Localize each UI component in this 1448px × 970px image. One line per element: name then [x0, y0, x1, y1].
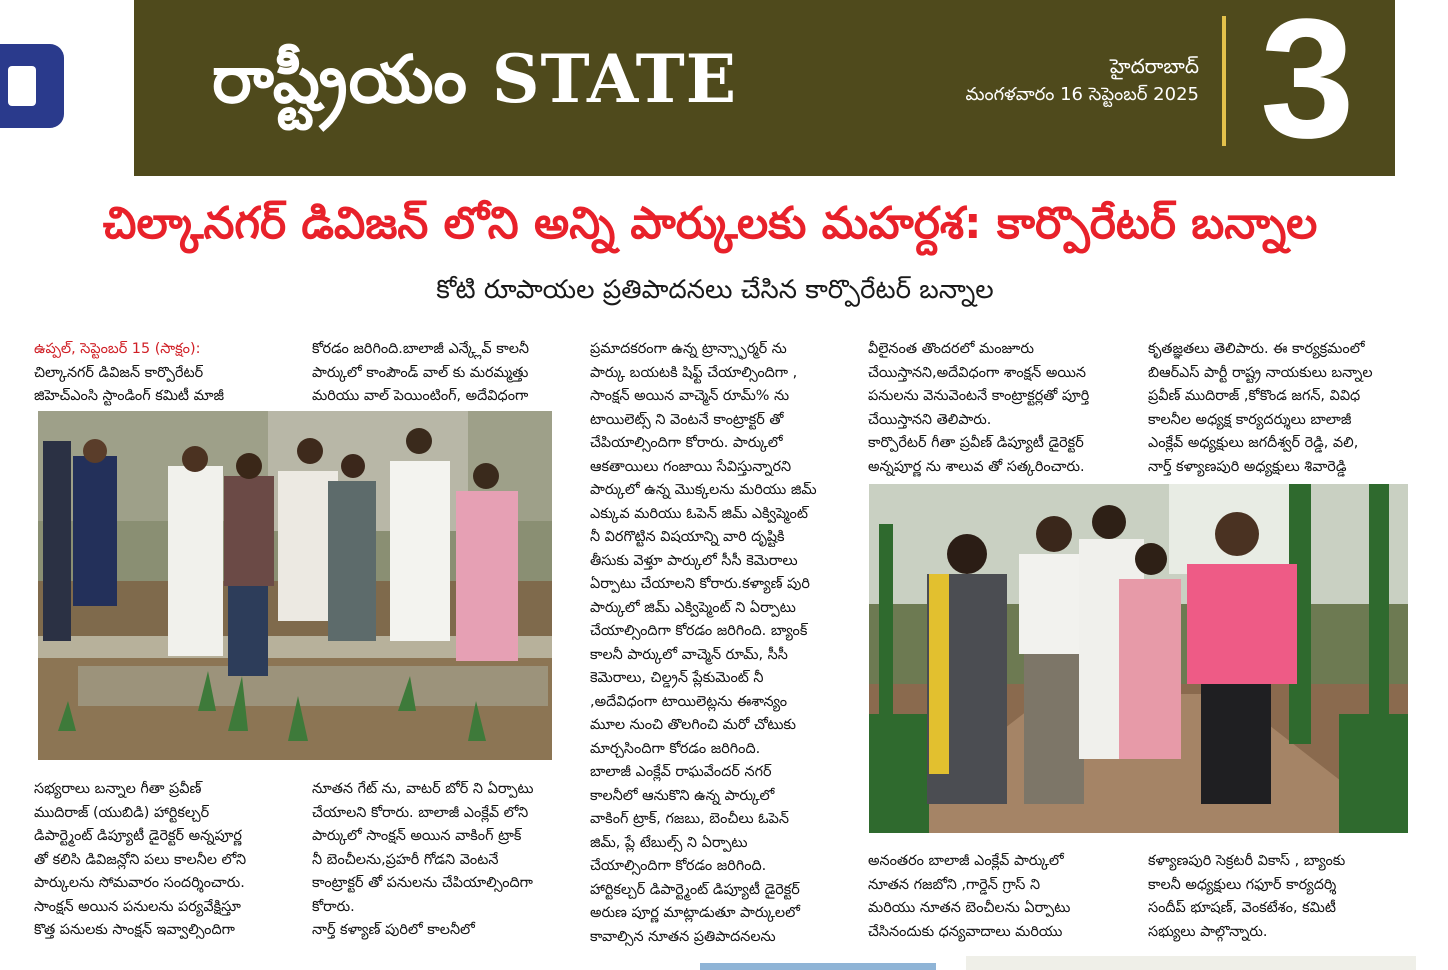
masthead-city: హైదరాబాద్: [1109, 54, 1199, 78]
text-line: పార్కులను సోమవారం సందర్శించారు.: [34, 875, 245, 891]
text-line: చేయిస్తానని తెలిపారు.: [868, 411, 992, 428]
column-3: [590, 338, 852, 949]
text-line: సాంక్షన్ అయిన పనులను పర్యవేక్షిస్తూ: [34, 898, 241, 915]
text-line: సభ్యులు పాల్గొన్నారు.: [1148, 923, 1268, 940]
text-line: మార్చసిందిగా కోరడం జరిగింది.: [590, 740, 761, 757]
column-1-top: [34, 338, 296, 409]
text-line: వీలైనంత తొందరలో మంజూరు: [868, 341, 1034, 357]
text-line: పార్కులో జిమ్ ఎక్విప్మెంట్ ని ఏర్పాటు: [590, 599, 796, 616]
column-5-top: [1148, 338, 1414, 479]
text-line: ముదిరాజ్ (యుబిడి) హార్టికల్చర్: [34, 804, 210, 821]
text-line: ఏర్పాటు చేయాలని కోరారు.కళ్యాణ్ పురి: [590, 576, 810, 592]
text-line: జిహెచ్ఎంసి స్టాండింగ్ కమిటీ మాజీ: [34, 388, 224, 404]
text-line: పార్కు బయటకి షిఫ్ట్ చేయాల్సిందిగా ,: [590, 364, 798, 381]
text-line: ప్రవీణ్ ముదిరాజ్ ,కోకొండ జగన్, వివిధ: [1148, 388, 1361, 404]
next-article-box-edge: [966, 956, 1416, 970]
column-4-top: [868, 338, 1134, 479]
article-subheadline: కోటి రూపాయల ప్రతిపాదనలు చేసిన కార్పొరేటర్ బన్నాల: [436, 275, 994, 305]
text-line: చిల్కానగర్ డివిజన్ కార్పొరేటర్: [34, 364, 204, 381]
text-line: కార్పొరేటర్ గీతా ప్రవీణ్ డిప్యూటీ డైరెక్టర్: [868, 435, 1084, 451]
text-line: చేయాల్సిందిగా కోరడం జరిగింది.: [590, 858, 767, 874]
section-title: రాష్ట్రీయం STATE: [212, 40, 738, 118]
text-line: చేయాల్సిందిగా కోరడం జరిగింది. బ్యాంక్: [590, 623, 808, 639]
text-line: ప్రమాదకరంగా ఉన్న ట్రాన్స్ఫార్మర్ ను: [590, 341, 787, 357]
masthead-divider: [1222, 16, 1226, 146]
column-5-bottom: [1148, 850, 1414, 944]
text-line: కొత్త పనులకు సాంక్షన్ ఇవ్వాల్సిందిగా: [34, 922, 235, 938]
text-line: చేపియాల్సిందిగా కోరారు. పార్కులో: [590, 435, 783, 451]
text-line: సాంక్షన్ అయిన వాచ్మెన్ రూమ్% ను: [590, 388, 790, 404]
text-line: కాంట్రాక్టర్ తో పనులను చేపియాల్సిందిగా: [312, 875, 533, 891]
text-line: సభ్యరాలు బన్నాల గీతా ప్రవీణ్: [34, 781, 202, 797]
text-line: అన్నపూర్ణ ను శాలువ తో సత్కరించారు.: [868, 458, 1085, 475]
text-line: పార్కులో సాంక్షన్ అయిన వాకింగ్ ట్రాక్: [312, 828, 522, 844]
text-line: డిపార్ట్మెంట్ డిప్యూటీ డైరెక్టర్ అన్నపూర్ణ: [34, 828, 242, 844]
text-line: మూల నుంచి తొలగించి మరో చోటుకు: [590, 717, 796, 733]
text-line: నూతన గేట్ ను, వాటర్ బోర్ ని ఏర్పాటు: [312, 781, 534, 797]
text-line: కోరడం జరిగింది.బాలాజీ ఎన్క్లేవ్ కాలనీ: [312, 341, 530, 357]
text-line: జిమ్, ప్లే టేబుల్స్ ని ఏర్పాటు: [590, 834, 748, 851]
text-line: చేయిస్తానని,అదేవిధంగా శాంక్షన్ అయిన: [868, 364, 1086, 381]
text-line: ఎంక్లేవ్ అధ్యక్షులు జగదీశ్వర్ రెడ్డి, వలి,: [1148, 435, 1359, 451]
text-line: కావాల్సిన నూతన ప్రతిపాదనలను: [590, 928, 776, 945]
text-line: అనంతరం బాలాజీ ఎంక్లేవ్ పార్కులో: [868, 853, 1064, 869]
photo-park-walk: [869, 484, 1408, 833]
text-line: చేయాలని కోరారు. బాలాజీ ఎంక్లేవ్ లోని: [312, 804, 529, 821]
text-line: చేసినందుకు ధన్యవాదాలు మరియు: [868, 923, 1063, 940]
text-line: అరుణ పూర్ణ మాట్లాడుతూ పార్కులలో: [590, 905, 800, 921]
text-line: నార్త్ కళ్యాణ్ పురిలో కాలనీలో: [312, 922, 475, 938]
publication-logo-fragment: [0, 44, 64, 128]
photo-park-inspection: [38, 411, 552, 760]
text-line: కాలనీ పార్కులో వాచ్మెన్ రూమ్, సీసీ: [590, 646, 788, 663]
text-line: నీ విరగొట్టిన విషయాన్ని వారి దృష్టికి: [590, 529, 785, 545]
text-line: పార్కులో ఉన్న మొక్కలను మరియు జిమ్: [590, 482, 817, 498]
text-line: నీ బెంచీలను,ప్రహరీ గోడని వెంటనే: [312, 851, 499, 868]
text-line: తో కలిసి డివిజన్లోని పలు కాలనీల లోని: [34, 851, 247, 868]
text-line: కోరారు.: [312, 898, 355, 915]
text-line: నార్త్ కళ్యాణపురి అధ్యక్షులు శివారెడ్డి: [1148, 458, 1347, 475]
dateline: ఉప్పల్, సెప్టెంబర్ 15 (సాక్షం):: [34, 341, 201, 357]
column-2-top: [312, 338, 574, 409]
next-article-image-edge: [700, 963, 936, 970]
text-line: కాలనీ అధ్యక్షులు గఫూర్ కార్యదర్శి: [1148, 876, 1337, 893]
text-line: కాలనీల అధ్యక్ష కార్యదర్శులు బాలాజీ: [1148, 411, 1352, 428]
text-line: మరియు వాల్ పెయింటింగ్, అదేవిధంగా: [312, 388, 529, 404]
text-line: టాయిలెట్స్ ని వెంటనే కాంట్రాక్టర్ తో: [590, 411, 784, 428]
column-1-bottom: [34, 778, 296, 943]
text-line: బాలాజీ ఎంక్లేవ్ రాఘవేందర్ నగర్: [590, 764, 772, 780]
text-line: నూతన గజబోని ,గార్డెన్ గ్రాస్ ని: [868, 876, 1041, 893]
text-line: ,అదేవిధంగా టాయిలెట్లను ఈశాన్యం: [590, 693, 788, 710]
text-line: పనులను వెనువెంటనే కాంట్రాక్టర్లతో పూర్తి: [868, 388, 1090, 404]
column-2-bottom: [312, 778, 574, 943]
text-line: మరియు నూతన బెంచీలను ఏర్పాటు: [868, 900, 1071, 916]
text-line: కళ్యాణపురి సెక్రటరీ వికాస్ , బ్యాంకు: [1148, 853, 1346, 869]
text-line: కాలనీలో ఆనుకొని ఉన్న పార్కులో: [590, 787, 775, 804]
masthead-date: మంగళవారం 16 సెప్టెంబర్ 2025: [965, 84, 1199, 105]
text-line: బిఆర్ఎస్ పార్టీ రాష్ట్ర నాయకులు బన్నాల: [1148, 364, 1373, 381]
text-line: సందీప్ భూషణ్, వెంకటేశం, కమిటీ: [1148, 900, 1336, 916]
text-line: హార్టికల్చర్ డిపార్ట్మెంట్ డిప్యూటీ డైరెక్టర్: [590, 881, 800, 898]
masthead-banner: [134, 0, 1395, 176]
text-line: ఆకతాయిలు గంజాయి సేవిస్తున్నారని: [590, 458, 792, 475]
text-line: కృతజ్ఞతలు తెలిపారు. ఈ కార్యక్రమంలో: [1148, 341, 1365, 357]
text-line: ఎక్కువ మరియు ఓపెన్ జిమ్ ఎక్విప్మెంట్: [590, 505, 808, 522]
page-number: 3: [1260, 0, 1355, 174]
article-headline: చిల్కానగర్ డివిజన్ లోని అన్ని పార్కులకు మహర్దశ: కార్పొరేటర్ బన్నాల: [102, 198, 1318, 249]
text-line: తీసుకు వెళ్తూ పార్కులో సీసీ కెమెరాలు: [590, 552, 798, 569]
text-line: కెమెరాలు, చిల్డ్రన్ ప్లేకుమెంట్ నీ: [590, 670, 764, 686]
column-4-bottom: [868, 850, 1134, 944]
text-line: వాకింగ్ ట్రాక్, గజబు, బెంచీలు ఓపెన్: [590, 811, 789, 827]
text-line: పార్కులో కాంపౌండ్ వాల్ కు మరమ్మత్తు: [312, 364, 529, 381]
